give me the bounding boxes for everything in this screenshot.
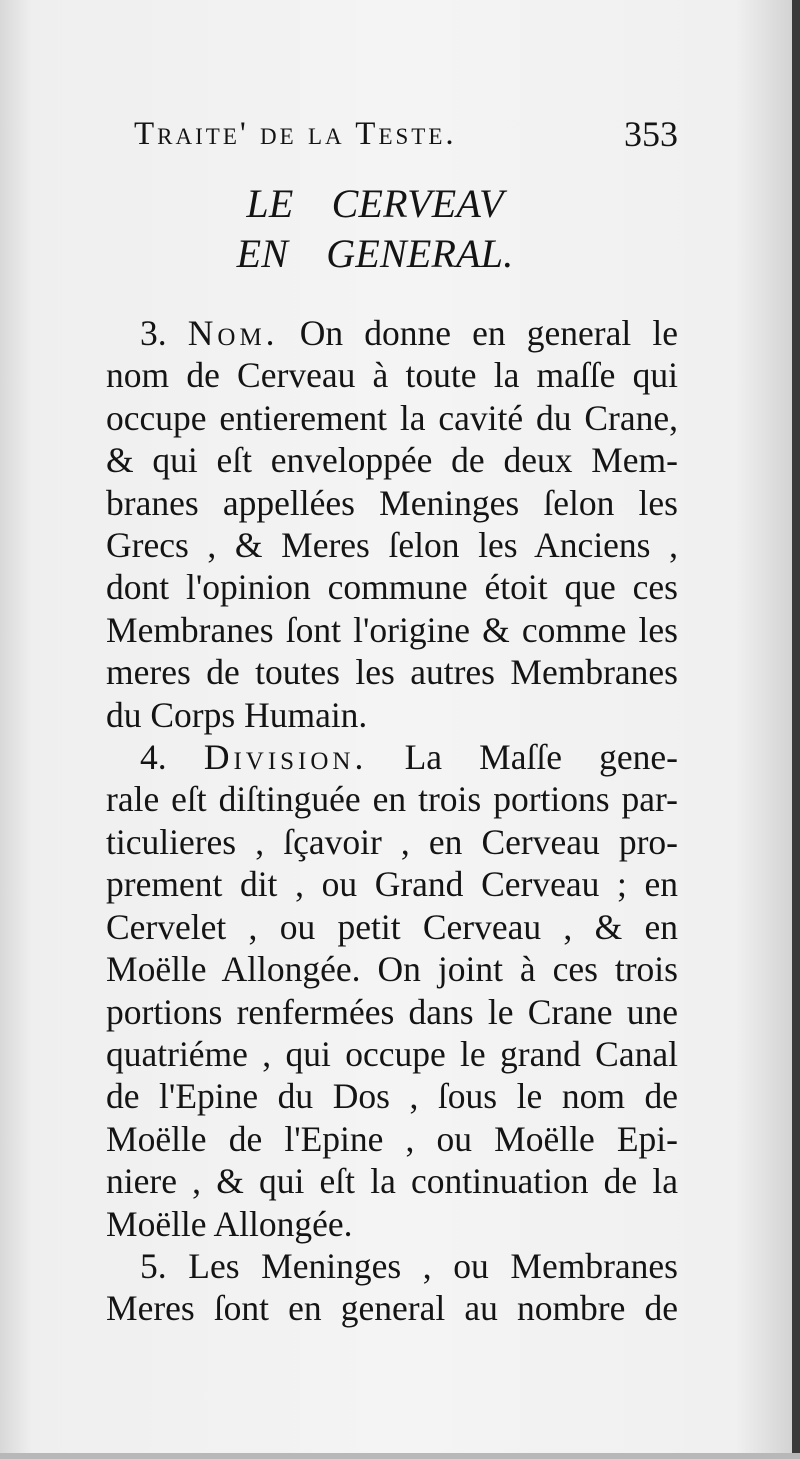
paragraph-line: rale eſt diſtinguée en trois portions par-	[106, 779, 678, 820]
paragraph-line: meres de toutes les autres Membranes	[106, 652, 678, 693]
paragraph-line: Moëlle de l'Epine , ou Moëlle Epi-	[106, 1118, 678, 1159]
paragraph-line	[72, 312, 678, 354]
paragraph-3	[72, 312, 678, 736]
body-text	[72, 312, 678, 1330]
running-head-title: Traite' de la Teste.	[134, 116, 457, 152]
paragraph-line-text: Les Meninges , ou Membranes	[188, 1245, 679, 1286]
section-heading-line-2: EN GENERAL.	[236, 231, 514, 276]
paragraph-line: portions renfermées dans le Crane une	[106, 991, 678, 1032]
paragraph-line: dont l'opinion commune étoit que ces	[106, 567, 678, 608]
text-block	[72, 108, 678, 1330]
paragraph-line: de l'Epine du Dos , ſous le nom de	[106, 1076, 678, 1117]
section-heading-line-1: LE CERVEAV	[246, 181, 504, 226]
paragraph-number: 4.	[140, 737, 167, 778]
paragraph-line: Meres ſont en general au nombre de	[106, 1288, 678, 1329]
page-number: 353	[624, 114, 678, 154]
running-head	[72, 108, 678, 160]
paragraph-5	[72, 1245, 678, 1330]
paragraph-line: & qui eſt enveloppée de deux Mem-	[106, 440, 678, 481]
paragraph-line: occupe entierement la cavité du Crane,	[106, 397, 678, 438]
paragraph-line-text: On donne en general le	[299, 313, 678, 353]
paragraph-head: Division.	[203, 737, 368, 778]
paragraph-line: prement dit , ou Grand Cerveau ; en	[106, 864, 678, 905]
paragraph-line: Grecs , & Meres ſelon les Anciens ,	[106, 525, 678, 566]
paragraph-head: Nom.	[187, 313, 279, 353]
paragraph-line: nom de Cerveau à toute la maſſe qui	[106, 355, 678, 396]
paragraph-line: niere , & qui eſt la continuation de la	[106, 1161, 678, 1202]
paragraph-line: Moëlle Allongée.	[106, 1203, 353, 1244]
paragraph-line: Cervelet , ou petit Cerveau , & en	[106, 906, 678, 947]
paragraph-line: Moëlle Allongée. On joint à ces trois	[106, 949, 678, 990]
paragraph-line-text: La Maſſe gene-	[404, 737, 679, 778]
paragraph-line	[72, 736, 678, 778]
paragraph-4	[72, 736, 678, 1245]
paragraph-line: du Corps Humain.	[106, 694, 368, 735]
paragraph-line: quatriéme , qui occupe le grand Canal	[106, 1033, 678, 1074]
paragraph-line: ticulieres , ſçavoir , en Cerveau pro-	[106, 821, 678, 862]
paragraph-line: branes appellées Meninges ſelon les	[106, 482, 678, 523]
paragraph-line	[72, 1245, 678, 1287]
paragraph-number: 3.	[140, 313, 167, 353]
paragraph-line: Membranes ſont l'origine & comme les	[106, 609, 678, 650]
paragraph-number: 5.	[140, 1245, 167, 1286]
